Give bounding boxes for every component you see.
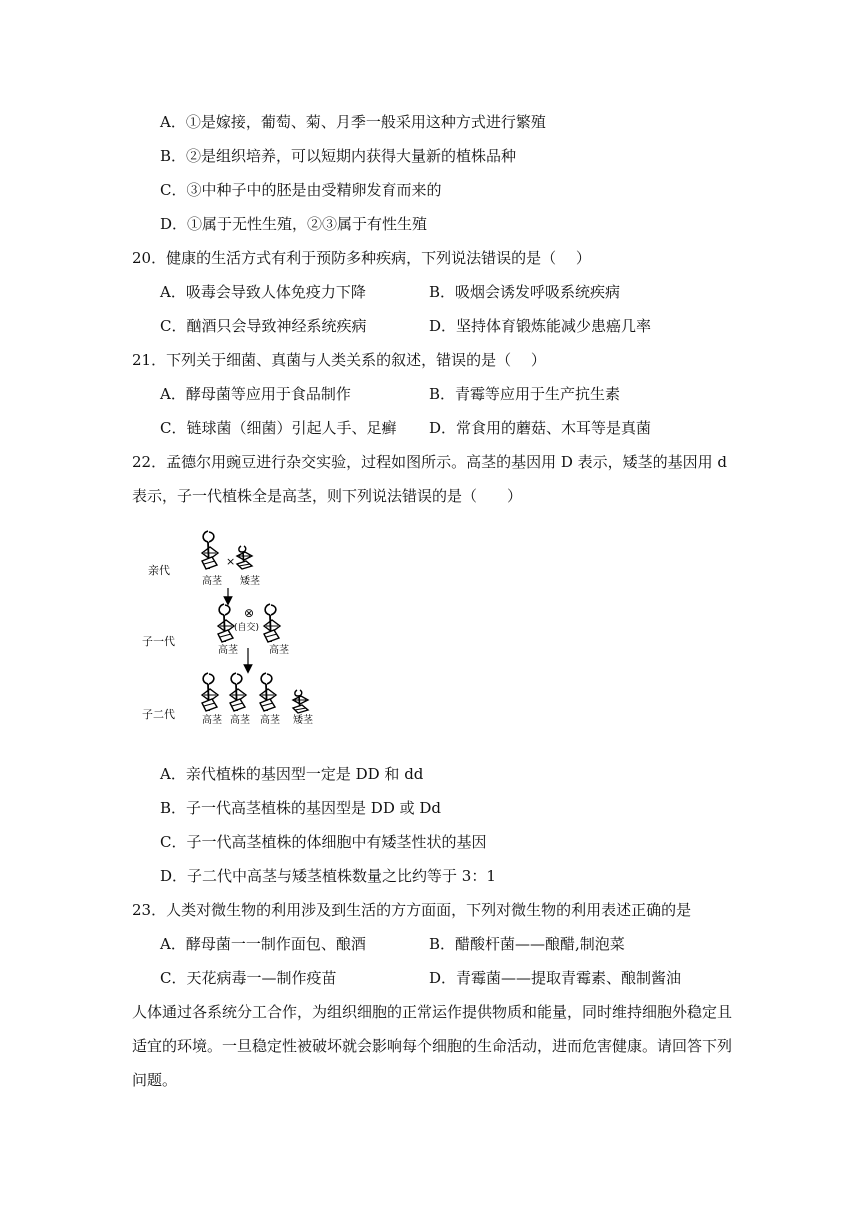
paragraph-line-1: 人体通过各系统分工合作，为组织细胞的正常运作提供物质和能量，同时维持细胞外稳定且: [132, 1003, 733, 1021]
q21-option-c: C．链球菌（细菌）引起人手、足癣: [160, 419, 397, 437]
parent-short-plant-icon: [237, 546, 252, 569]
q23-option-a: A．酵母菌一一制作面包、酿酒: [160, 935, 366, 953]
parent-label-tall: 高茎: [202, 576, 222, 587]
paragraph-line-2: 适宜的环境。一旦稳定性被破坏就会影响每个细胞的生命活动，进而危害健康。请回答下列: [132, 1037, 733, 1055]
f2-tall-plant-icon: [230, 673, 246, 711]
q23-stem: 23．人类对微生物的利用涉及到生活的方方面面，下列对微生物的利用表述正确的是: [132, 901, 692, 919]
q22-stem-line2: 表示，子一代植株全是高茎，则下列说法错误的是（ ）: [132, 487, 523, 505]
q23-option-d: D．青霉菌——提取青霉素、酿制酱油: [429, 969, 682, 987]
f2-tall-plant-icon: [260, 673, 276, 711]
q21-option-d: D．常食用的蘑菇、木耳等是真菌: [429, 419, 652, 437]
q22-option-d: D．子二代中高茎与矮茎植株数量之比约等于 3：1: [160, 867, 496, 885]
q22-stem-line1: 22．孟德尔用豌豆进行杂交实验，过程如图所示。高茎的基因用 D 表示，矮茎的基因用 d: [132, 453, 728, 471]
q22-option-a: A．亲代植株的基因型一定是 DD 和 dd: [160, 765, 424, 783]
f2-tall-plant-icon: [202, 673, 218, 711]
mendel-cross-diagram: [140, 528, 320, 733]
parent-label-short: 矮茎: [240, 576, 260, 587]
q20-option-c: C．酗酒只会导致神经系统疾病: [160, 317, 367, 335]
q20-option-a: A．吸毒会导致人体免疫力下降: [160, 283, 366, 301]
parent-tall-plant-icon: [202, 531, 218, 569]
q23-option-c: C．天花病毒一—制作疫苗: [160, 969, 337, 987]
q19-option-a: A．①是嫁接，葡萄、菊、月季一般采用这种方式进行繁殖: [160, 113, 546, 131]
q21-option-b: B．青霉等应用于生产抗生素: [429, 385, 621, 403]
f1-label-tall: 高茎: [218, 645, 238, 656]
q20-option-d: D．坚持体育锻炼能减少患癌几率: [429, 317, 652, 335]
gen-label-f2: 子二代: [142, 708, 175, 721]
q19-option-c: C．③中种子中的胚是由受精卵发育而来的: [160, 181, 442, 199]
q23-option-b: B．醋酸杆菌——酿醋,制泡菜: [429, 935, 625, 953]
f2-label-short: 矮茎: [293, 715, 313, 726]
f2-label-tall: 高茎: [230, 715, 250, 726]
cross-symbol: ×: [226, 555, 236, 568]
f2-label-tall: 高茎: [260, 715, 280, 726]
gen-label-f1: 子一代: [142, 635, 175, 648]
f1-label-tall: 高茎: [269, 645, 289, 656]
self-symbol: ⊗: [244, 606, 255, 620]
q20-stem: 20．健康的生活方式有利于预防多种疾病，下列说法错误的是（ ）: [132, 249, 591, 267]
self-pollination-label: (自交): [234, 623, 260, 633]
q22-option-b: B．子一代高茎植株的基因型是 DD 或 Dd: [160, 799, 442, 817]
f2-label-tall: 高茎: [202, 715, 222, 726]
q19-option-d: D．①属于无性生殖，②③属于有性生殖: [160, 215, 428, 233]
f2-short-plant-icon: [293, 690, 308, 713]
f1-tall-plant-icon: [218, 604, 234, 642]
q21-option-a: A．酵母菌等应用于食品制作: [160, 385, 351, 403]
gen-label-parent: 亲代: [148, 564, 170, 577]
q22-option-c: C．子一代高茎植株的体细胞中有矮茎性状的基因: [160, 833, 487, 851]
paragraph-line-3: 问题。: [132, 1071, 178, 1089]
q19-option-b: B．②是组织培养，可以短期内获得大量新的植株品种: [160, 147, 517, 165]
f1-tall-plant-icon: [264, 604, 280, 642]
q20-option-b: B．吸烟会诱发呼吸系统疾病: [429, 283, 621, 301]
q21-stem: 21．下列关于细菌、真菌与人类关系的叙述，错误的是（ ）: [132, 351, 546, 369]
